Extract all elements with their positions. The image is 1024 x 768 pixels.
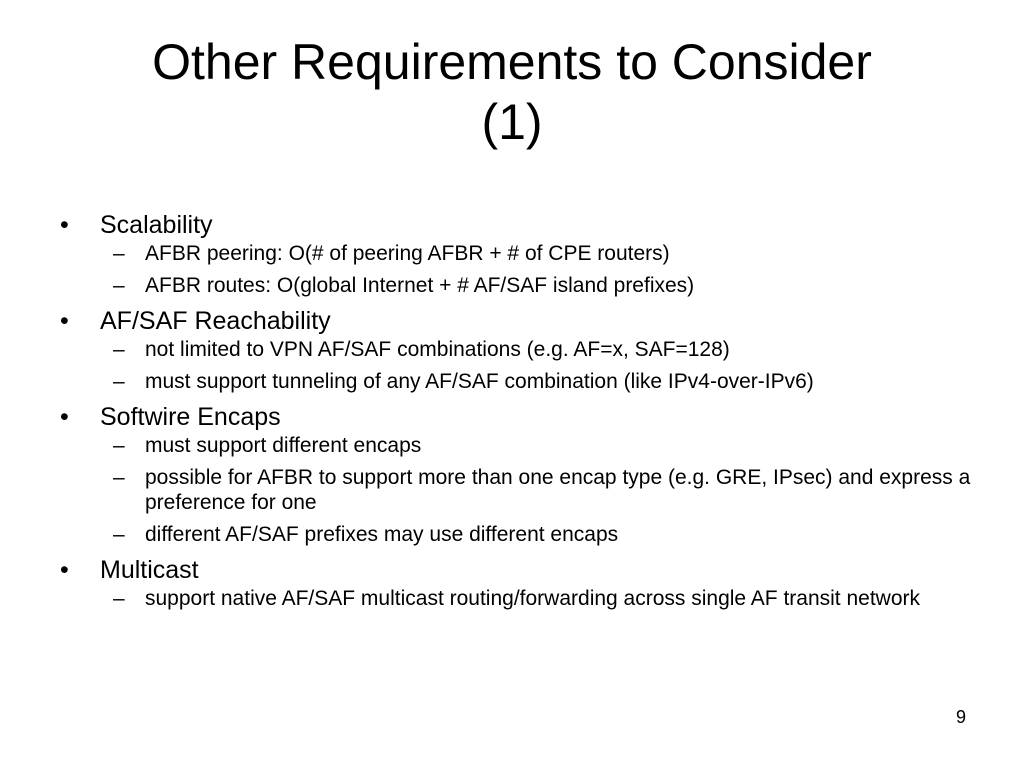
subitem-list [60, 433, 980, 547]
slide-body [60, 209, 980, 618]
subitem-text: possible for AFBR to support more than one encap type (e.g. GRE, IPsec) and express a preference for one [145, 466, 971, 514]
subitem [60, 273, 980, 298]
subitem-marker: – [113, 370, 125, 393]
subitem [60, 337, 980, 362]
subitem-marker: – [113, 466, 125, 489]
subitem-text: different AF/SAF prefixes may use different encaps [145, 523, 619, 546]
page-number: 9 [955, 707, 966, 727]
slide-title [60, 32, 964, 152]
subitem-list [60, 241, 980, 298]
bullet-marker: • [60, 556, 69, 584]
bullet-marker: • [60, 211, 69, 239]
slide-title-line-2: (1) [481, 94, 543, 150]
subitem-text: must support different encaps [145, 434, 422, 457]
bullet-marker: • [60, 307, 69, 335]
subitem-list [60, 586, 980, 611]
bullet-marker: • [60, 403, 69, 431]
subitem-text: AFBR routes: O(global Internet + # AF/SAF island prefixes) [145, 274, 695, 297]
subitem [60, 586, 980, 611]
bullet-multicast [60, 554, 980, 586]
subitem-marker: – [113, 434, 125, 457]
bullet-softwire-encaps [60, 401, 980, 433]
subitem [60, 465, 980, 515]
subitem-marker: – [113, 338, 125, 361]
subitem-text: must support tunneling of any AF/SAF combination (like IPv4-over-IPv6) [145, 370, 814, 393]
subitem-marker: – [113, 587, 125, 610]
subitem-marker: – [113, 274, 125, 297]
subitem [60, 369, 980, 394]
slide-title-line-1: Other Requirements to Consider [152, 34, 872, 90]
subitem-list [60, 337, 980, 394]
bullet-label: AF/SAF Reachability [100, 307, 331, 335]
subitem [60, 241, 980, 266]
subitem-marker: – [113, 523, 125, 546]
subitem-text: AFBR peering: O(# of peering AFBR + # of CPE routers) [145, 242, 670, 265]
bullet-label: Multicast [100, 556, 199, 584]
bullet-label: Softwire Encaps [100, 403, 281, 431]
subitem [60, 433, 980, 458]
bullet-label: Scalability [100, 211, 213, 239]
subitem-marker: – [113, 242, 125, 265]
bullet-af-saf-reachability [60, 305, 980, 337]
subitem-text: support native AF/SAF multicast routing/forwarding across single AF transit network [145, 587, 921, 610]
subitem [60, 522, 980, 547]
bullet-scalability [60, 209, 980, 241]
subitem-text: not limited to VPN AF/SAF combinations (e.g. AF=x, SAF=128) [145, 338, 730, 361]
